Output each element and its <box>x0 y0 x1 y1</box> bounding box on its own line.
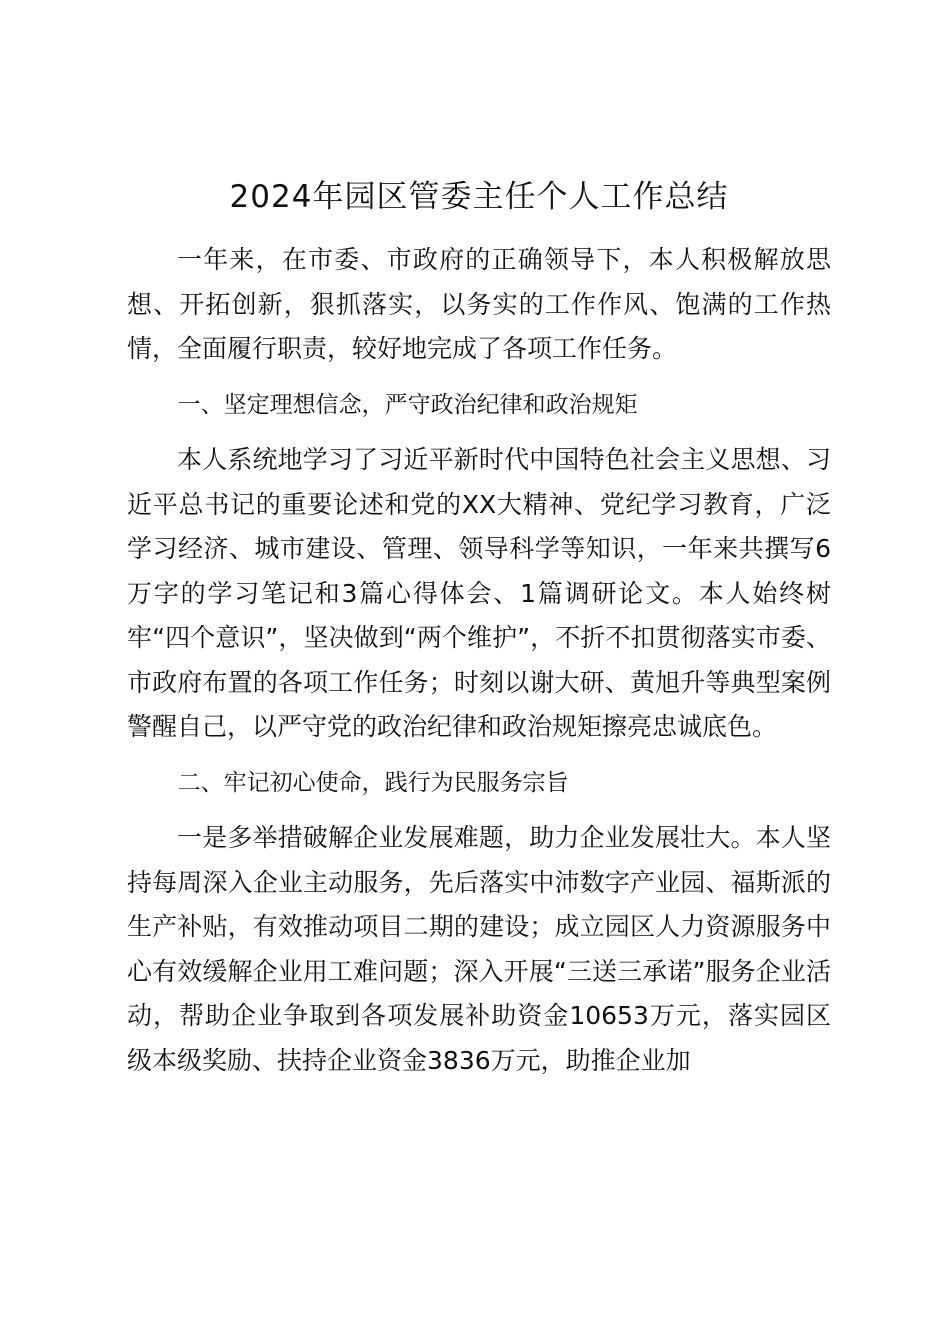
document-page <box>127 168 831 1083</box>
section1-paragraph: 本人系统地学习了习近平新时代中国特色社会主义思想、习近平总书记的重要论述和党的XX大精神、党纪学习教育，广泛学习经济、城市建设、管理、领导科学等知识，一年来共撰写6万字的学习笔记和3篇心得体会、1篇调研论文。本人始终树牢“四个意识”，坚决做到“两个维护”，不折不扣贯彻落实市委、市政府布置的各项工作任务；时刻以谢大研、黄旭升等典型案例警醒自己，以严守党的政治纪律和政治规矩擦亮忠诚底色。 <box>127 445 831 741</box>
section2-heading: 二、牢记初心使命，践行为民服务宗旨 <box>177 769 569 796</box>
intro-paragraph: 一年来，在市委、市政府的正确领导下，本人积极解放思想、开拓创新，狠抓落实，以务实的工作作风、饱满的工作热情，全面履行职责，较好地完成了各项工作任务。 <box>127 245 831 363</box>
section2-paragraph: 一是多举措破解企业发展难题，助力企业发展壮大。本人坚持每周深入企业主动服务，先后落实中沛数字产业园、福斯派的生产补贴，有效推动项目二期的建设；成立园区人力资源服务中心有效缓解企业用工难问题；深入开展“三送三承诺”服务企业活动，帮助企业争取到各项发展补助资金10653万元，落实园区级本级奖励、扶持企业资金3836万元，助推企业加 <box>127 823 831 1075</box>
document-title: 2024年园区管委主任个人工作总结 <box>229 179 729 215</box>
section1-heading: 一、坚定理想信念，严守政治纪律和政治规矩 <box>177 391 638 418</box>
